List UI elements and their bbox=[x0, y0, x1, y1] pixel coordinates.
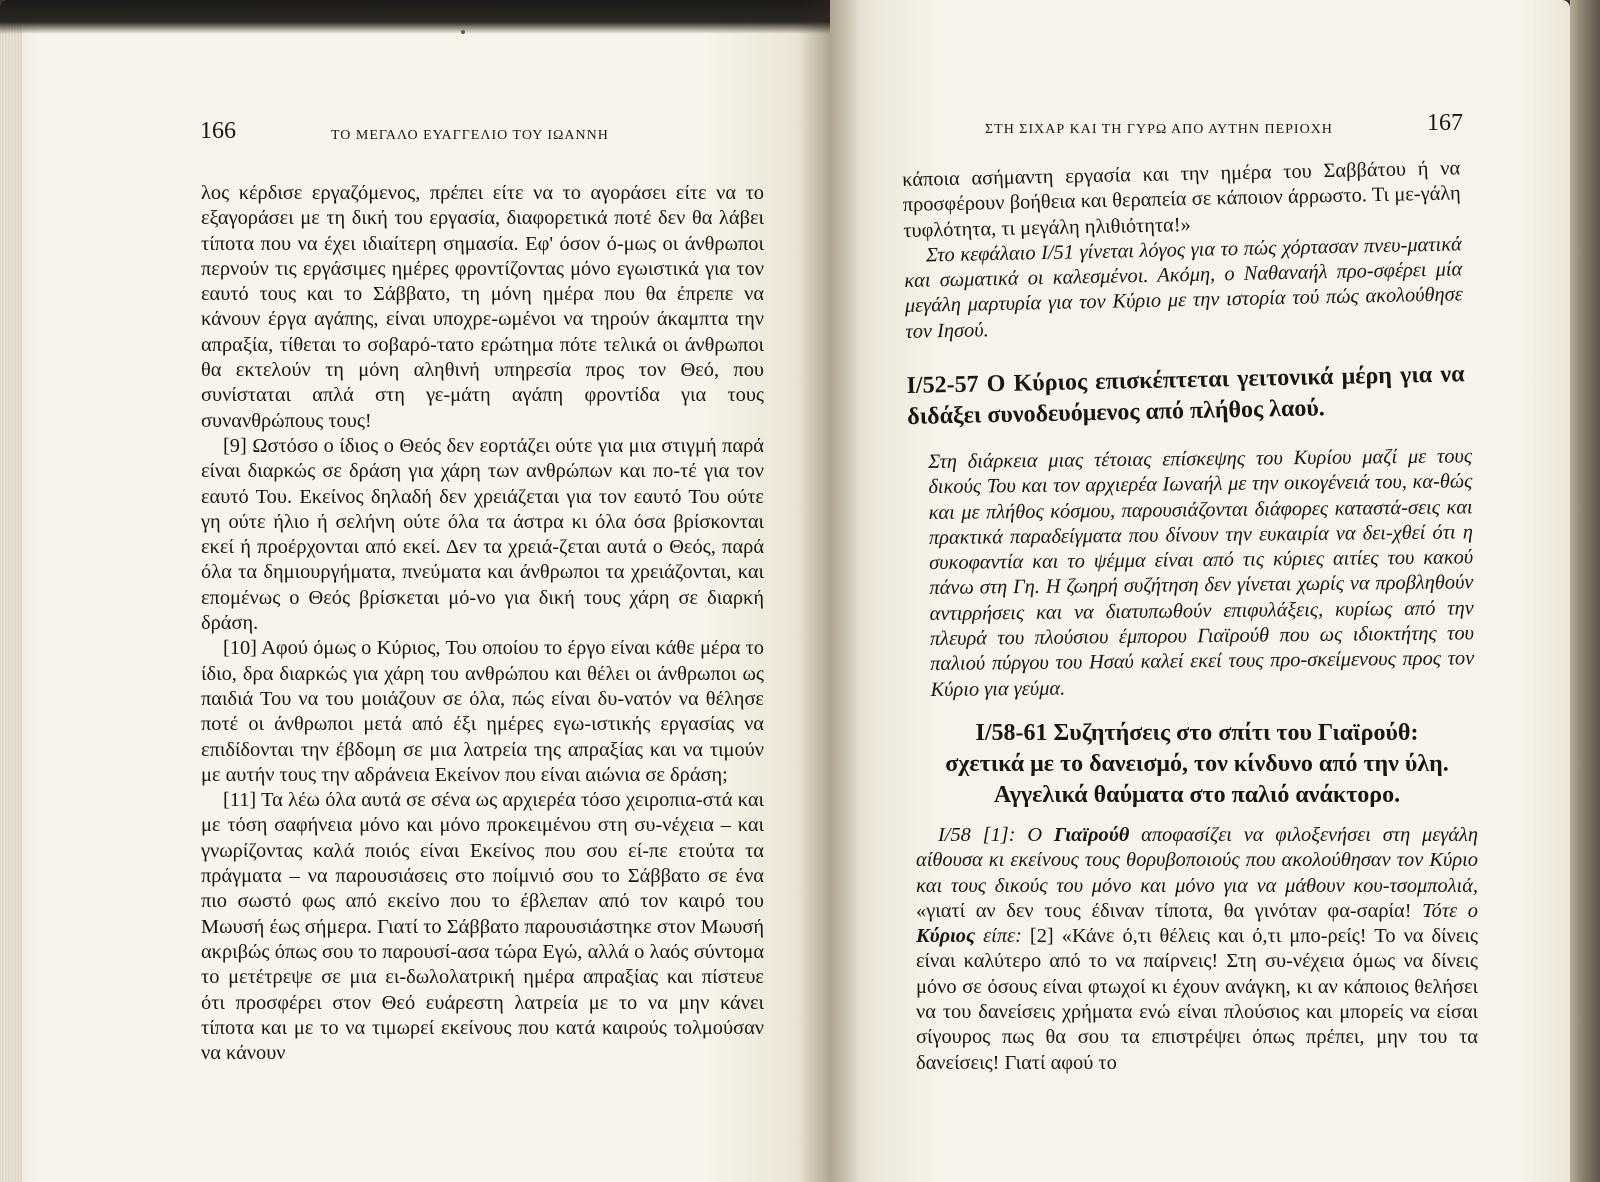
right-top-block bbox=[902, 156, 1465, 433]
italic-text: Τότε ο bbox=[1422, 899, 1478, 922]
page-number-left: 166 bbox=[200, 118, 236, 144]
paragraph: κάποια ασήμαντη εργασία και την ημέρα του Σαββάτου ή να προσφέρουν βοήθεια και θεραπεία σε κάποιον άρρωστο. Τι με-γάλη τυφλότητα, τι μεγάλη ηλιθιότητα!» bbox=[902, 157, 1461, 242]
running-head-left: ΤΟ ΜΕΓΑΛΟ ΕΥΑΓΓΕΛΙΟ ΤΟΥ ΙΩΑΝΝΗ bbox=[331, 128, 609, 143]
right-lower-block bbox=[916, 718, 1478, 1076]
roman-text: «γιατί αν δεν τους έδιναν τίποτα, θα γινόταν φα-σαρία! bbox=[916, 899, 1423, 922]
name-emphasis: Γιαϊρούθ bbox=[1053, 824, 1130, 846]
section-heading bbox=[916, 718, 1478, 811]
name-emphasis: Κύριος bbox=[916, 925, 976, 948]
paragraph: [9] Ωστόσο ο ίδιος ο Θεός δεν εορτάζει ούτε για μια στιγμή παρά είναι διαρκώς σε δράση για χάρη των ανθρώπων και πο-τέ για τον εαυτό Του. Εκείνος δηλαδή δεν χρειάζεται για τον εαυτό Του ούτε γη ούτε ήλιο ή σελήνη ούτε όλα τα άστρα κι όλα όσα βρίσκονται εκεί ή προέρχονται από εκεί. Δεν τα χρειά-ζεται αυτά ο Θεός, παρά όλα τα δημιουργήματα, πνεύματα και άνθρωποι τα χρειάζονται, και επομένως ο Θεός βρίσκεται μό-νο για δική τους χάρη σε διαρκή δράση. bbox=[201, 434, 764, 635]
italic-text: αποφασίζει να φιλοξενήσει στη μεγάλη αίθουσα κι εκείνους τους θορυβοποιούς που ακολούθησαν τον Κύριο και τους δικούς του μόνο και μόνο για να μάθουν κου-τσομπολιά, bbox=[916, 824, 1478, 897]
right-summary-block bbox=[928, 444, 1475, 703]
roman-text: [2] «Κάνε ό,τι θέλεις και ό,τι μπο-ρείς! Το να δίνεις είναι καλύτερο από το να παίρνεις! Στη συ-νέχεια όμως να δίνεις μόνο σε όσους είναι φτωχοί κι έχουν ανάγκη, κι αν κάποιος θελήσει να του δανείσεις χρήματα ενώ είναι πλούσιος και μπορείς να είσαι σίγουρος πως θα σου τα επιστρέψει όπως πρέπει, μην του τα δανείσεις! Γιατί αφού το bbox=[916, 925, 1478, 1074]
running-head-right: ΣΤΗ ΣΙΧΑΡ ΚΑΙ ΤΗ ΓΥΡΩ ΑΠΟ ΑΥΤΗΝ ΠΕΡΙΟΧΗ bbox=[985, 122, 1333, 137]
page-number-right: 167 bbox=[1427, 110, 1463, 136]
chapter-summary: Στο κεφάλαιο I/51 γίνεται λόγος για το πώς χόρτασαν πνευ-ματικά και σωματικά οι καλεσμένοι. Ακόμη, ο Ναθαναήλ προ-σφέρει μία μεγάλη μαρτυρία για τον Κύριο με την ιστορία τού πώς ακολούθησε τον Ιησού. bbox=[904, 233, 1464, 343]
paragraph: [11] Τα λέω όλα αυτά σε σένα ως αρχιερέα τόσο χειροπια-στά και με τόση σαφήνεια μόνο και μόνο προκειμένου στη συ-νέχεια – και γνωρίζοντας καλά ποιός είναι Εκείνος που σου εί-πε ετούτα τα πράγματα – να παρουσιάσεις στο ποίμνιό σου το Σάββατο σε ένα πιο σωστό φως από εκείνο που το έβλεπαν από τον καιρό του Μωυσή έως σήμερα. Γιατί το Σάββατο παρουσιάστηκε στον Μωυσή ακριβώς όπως σου το παρουσί-ασα τώρα Εγώ, αλλά ο λαός σύντομα το μετέτρεψε σε μια ει-δωλολατρική ημέρα απραξίας και πίστευε ότι προσφέρει στον Θεό ευάρεστη λατρεία με το να μην κάνει τίποτα και με το να τιμωρεί εκείνους που κατά καιρούς τολμούσαν να κάνουν bbox=[201, 789, 764, 1065]
page-edges bbox=[0, 0, 22, 1182]
right-page bbox=[830, 0, 1570, 1182]
left-body-text bbox=[201, 181, 764, 1066]
paragraph bbox=[916, 823, 1478, 1076]
paragraph-ref: I/58 [1]: Ο bbox=[938, 824, 1054, 846]
heading-line: I/58-61 Συζητήσεις στο σπίτι του Γιαϊρούθ: bbox=[975, 720, 1419, 746]
italic-text: είπε: bbox=[975, 925, 1030, 948]
section-heading: I/52-57 Ο Κύριος επισκέπτεται γειτονικά μέρη για να διδάξει συνοδευόμενος από πλήθος λαού. bbox=[906, 361, 1465, 431]
scan-top-edge bbox=[0, 0, 830, 34]
section-summary: Στη διάρκεια μιας τέτοιας επίσκεψης του Κυρίου μαζί με τους δικούς Του και τον αρχιερέα Ιωναήλ με την οικογένειά του, κα-θώς και με πλήθος κόσμου, παρουσιάζονται διάφορες καταστά-σεις και πρακτικά παραδείγματα που δίνουν την ευκαιρία να δει-χθεί ότι η συκοφαντία και το ψέμμα είναι από τις κύριες αιτίες του κακού πάνω στη Γη. Η ζωηρή συζήτηση δεν γίνεται χωρίς να προβληθούν αντιρρήσεις και να διατυπωθούν επιφυλάξεις, κυρίως από την πλευρά του πλούσιου έμπορου Γιαϊρούθ που ως ιδιοκτήτης του παλιού πύργου του Ησαύ καλεί εκεί τους προ-σκείμενους προς τον Κύριο για γεύμα. bbox=[928, 445, 1475, 701]
paragraph: λος κέρδισε εργαζόμενος, πρέπει είτε να το αγοράσει είτε να το εξαγοράσει με τη δική του εργασία, διαφορετικά ποτέ δεν θα λάβει τίποτα που να έχει ιδιαίτερη σημασία. Εφ' όσον ό-μως οι άνθρωποι περνούν τις εργάσιμες ημέρες φροντίζοντας μόνο εγωιστικά για τον εαυτό τους και το Σάββατο, τη μόνη ημέρα που θα έπρεπε να κάνουν έργα αγάπης, είναι υποχρε-ωμένοι να τηρούν άκαμπτα την απραξία, τίθεται το σοβαρό-τατο ερώτημα πότε τελικά οι άνθρωποι θα εκτελούν τη μόνη αληθινή υπηρεσία προς τον Θεό, που συνίσταται απλά στη γε-μάτη αγάπη φροντίδα για τους συνανθρώπους τους! bbox=[201, 182, 764, 432]
print-speck bbox=[461, 30, 465, 34]
scan-right-edge bbox=[1570, 0, 1600, 1182]
heading-line: Αγγελικά θαύματα στο παλιό ανάκτορο. bbox=[993, 782, 1401, 808]
heading-line: σχετικά με το δανεισμό, τον κίνδυνο από την ύλη. bbox=[945, 751, 1449, 777]
paragraph: [10] Αφού όμως ο Κύριος, Του οποίου το έργο είναι κάθε μέρα το ίδιο, δρα διαρκώς για χάρη του ανθρώπου και θέλει οι άνθρωποι ως παιδιά Του να του μοιάζουν σε όλα, πώς είναι δυ-νατόν να θέλησε ποτέ οι άνθρωποι μετά από έξι ημέρες εγω-ιστικής εργασίας να επιδίδονται την έβδομη σε μια λατρεία της απραξίας και να τιμούν με αυτήν τους την αδράνεια Εκείνον που είναι αιώνια σε δράση; bbox=[201, 637, 764, 786]
